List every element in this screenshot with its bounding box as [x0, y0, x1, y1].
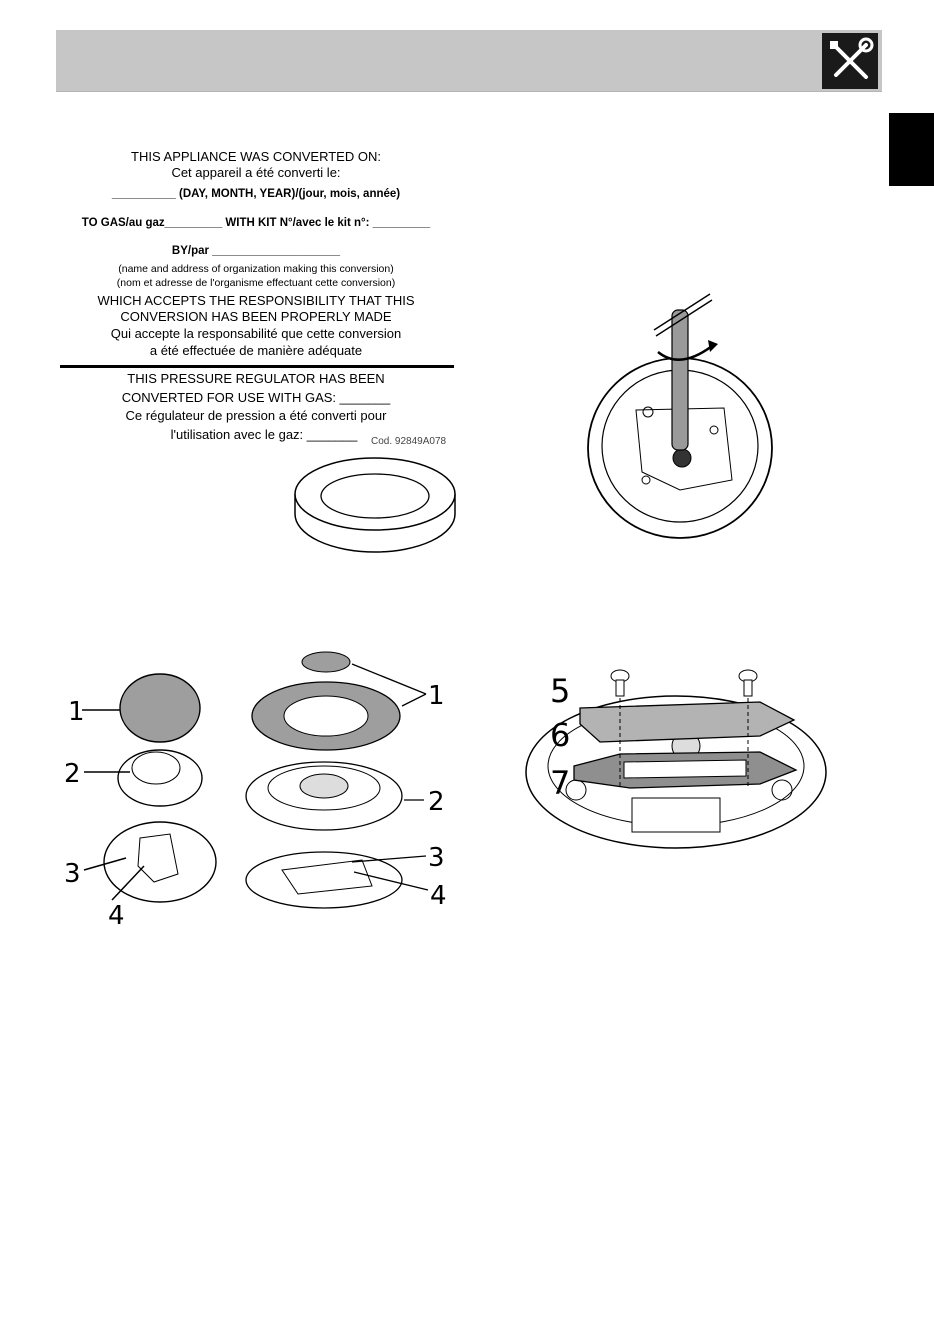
- label-line-4: TO GAS/au gaz_________ WITH KIT N°/avec le kit n°: _________: [81, 217, 431, 229]
- label-line-12: THIS PRESSURE REGULATOR HAS BEEN: [127, 371, 385, 386]
- burner-label-4-large: 4: [430, 881, 447, 910]
- label-line-10: Qui accepte la responsabilité que cette conversion: [110, 326, 402, 341]
- label-line-6: (name and address of organization making this conversion): [118, 263, 394, 275]
- label-line-14: Ce régulateur de pression a été converti pour: [125, 408, 387, 423]
- burner-label-1: 1: [68, 697, 85, 727]
- divider-rule: [60, 365, 454, 368]
- label-line-1: THIS APPLIANCE WAS CONVERTED ON:: [131, 149, 381, 164]
- label-line-9: CONVERSION HAS BEEN PROPERLY MADE: [120, 309, 392, 324]
- tools-icon: [822, 33, 878, 89]
- small-burner-exploded-view: [60, 660, 230, 930]
- gasket-assembly-illustration: [520, 662, 830, 856]
- section-tab: [889, 113, 934, 186]
- code-label: Cod. 92849A078: [371, 436, 447, 447]
- label-line-5: BY/par ____________________: [171, 245, 341, 257]
- burner-label-2: 2: [64, 759, 81, 789]
- burner-label-4: 4: [108, 901, 125, 930]
- label-line-13: CONVERTED FOR USE WITH GAS: _______: [121, 390, 391, 405]
- burner-label-2-large: 2: [428, 787, 445, 817]
- burner-label-3-large: 3: [428, 843, 445, 873]
- assembly-label-7: 7: [550, 764, 571, 802]
- burner-wrench-illustration: [584, 290, 784, 546]
- large-burner-exploded-view: [242, 650, 452, 910]
- label-line-8: WHICH ACCEPTS THE RESPONSIBILITY THAT THIS: [97, 293, 415, 308]
- ring-illustration: [290, 456, 460, 556]
- label-line-7: (nom et adresse de l'organisme effectuant cette conversion): [116, 277, 396, 289]
- assembly-label-5: 5: [550, 672, 571, 710]
- label-line-11: a été effectuée de manière adéquate: [149, 343, 363, 358]
- label-line-15: l'utilisation avec le gaz: _______: [170, 427, 358, 442]
- burner-label-3: 3: [64, 859, 81, 889]
- label-line-2: Cet appareil a été converti le:: [171, 165, 341, 180]
- page-header-bar: [56, 30, 882, 92]
- assembly-label-6: 6: [550, 716, 571, 754]
- burner-label-1-large: 1: [428, 681, 445, 711]
- label-line-3: __________ (DAY, MONTH, YEAR)/(jour, mois, année): [111, 188, 401, 200]
